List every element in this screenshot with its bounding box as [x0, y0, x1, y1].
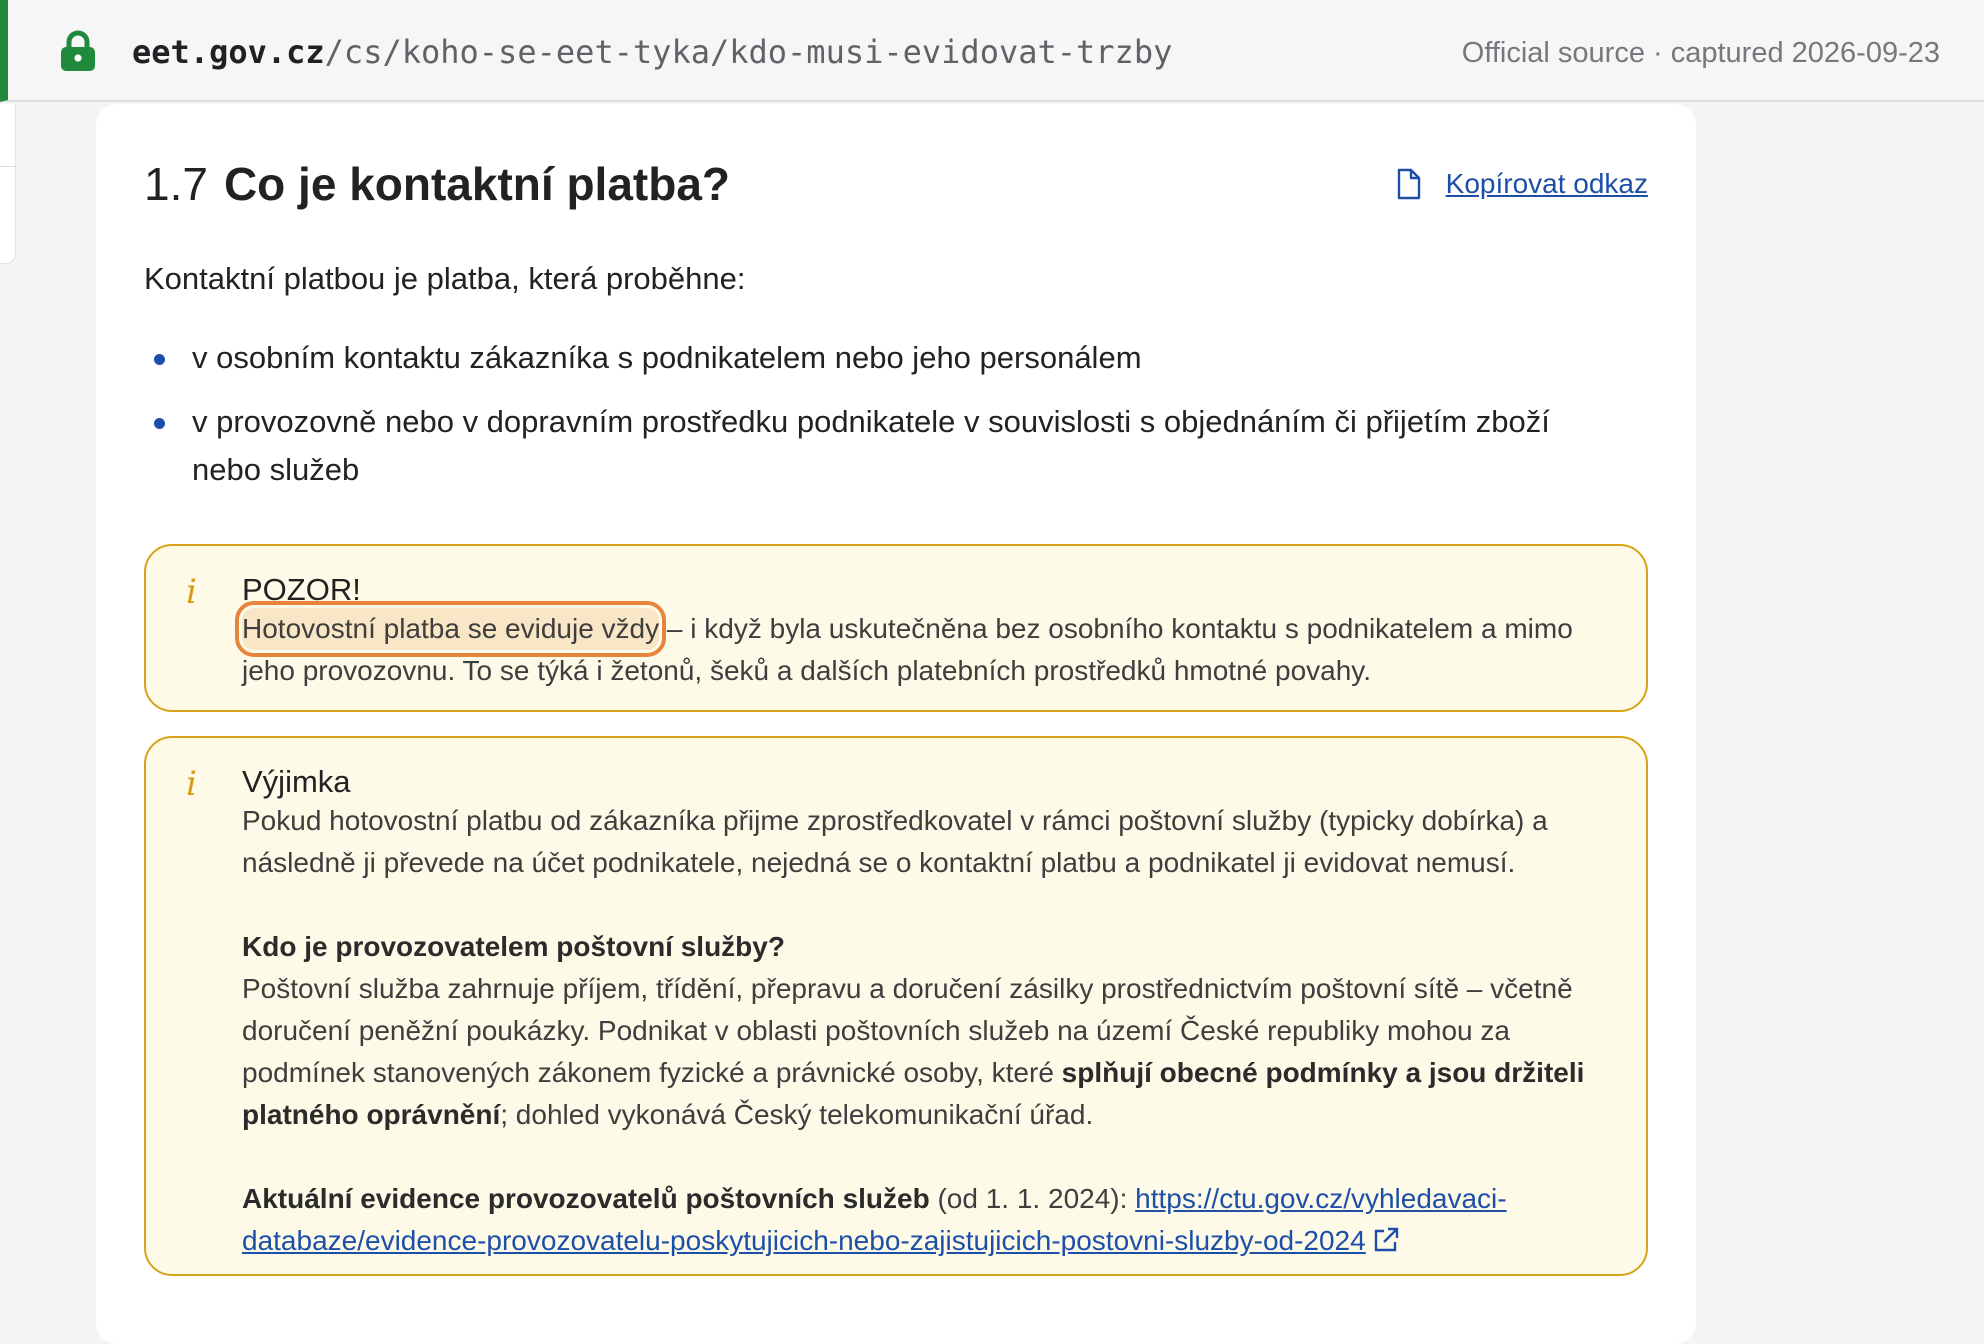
bullet-list — [144, 334, 1624, 510]
highlighted-text: Hotovostní platba se eviduje vždy — [242, 608, 659, 650]
list-item — [144, 398, 1624, 494]
notice-body — [242, 608, 1612, 692]
url-path: /cs/koho-se-eet-tyka/kdo-musi-evidovat-trzby — [324, 33, 1173, 71]
url-domain: eet.gov.cz — [132, 33, 325, 71]
postal-text-bold: splňují obecné podmínky a jsou držiteli platného oprávnění — [242, 1057, 1585, 1130]
list-item-text: v osobním kontaktu zákazníka s podnikatelem nebo jeho personálem — [192, 340, 1142, 375]
notice-title: POZOR! — [242, 572, 361, 607]
postal-question-heading: Kdo je provozovatelem poštovní služby? — [242, 931, 785, 962]
info-icon: i — [186, 572, 197, 612]
registry-link[interactable]: https://ctu.gov.cz/vyhledavaci-databaze/evidence-provozovatelu-poskytujicich-nebo-zajistujicich-postovni-sluzby-od-2024 — [242, 1183, 1507, 1256]
registry-date: (od 1. 1. 2024): — [929, 1183, 1136, 1214]
sidebar-fragment — [0, 104, 16, 264]
copy-link-label: Kopírovat odkaz — [1445, 168, 1648, 199]
registry-paragraph — [242, 1178, 1612, 1262]
section-number: 1.7 — [144, 158, 208, 210]
intro-text: Kontaktní platbou je platba, která proběhne: — [144, 261, 746, 296]
content-card — [96, 104, 1696, 1344]
bullet-dot — [154, 354, 165, 365]
notice-body-rest: – i když byla uskutečněna bez osobního kontaktu s podnikatelem a mimo jeho provozovnu. To se týká i žetonů, šeků a dalších platebních prostředků hmotné povahy. — [242, 613, 1573, 686]
url-text[interactable] — [132, 30, 1172, 74]
bullet-dot — [154, 418, 165, 429]
notice-body — [242, 800, 1612, 1262]
exception-paragraph: Pokud hotovostní platbu od zákazníka přijme zprostředkovatel v rámci poštovní služby (typicky dobírka) a následně ji převede na účet podnikatele, nejedná se o kontaktní platbu a podnikatel ji evidovat nemusí. — [242, 805, 1548, 878]
external-link-icon[interactable] — [1372, 1226, 1400, 1254]
section-title: Co je kontaktní platba? — [223, 158, 730, 210]
document-icon — [1396, 168, 1422, 200]
lock-icon — [58, 29, 98, 73]
warning-notice — [144, 544, 1648, 712]
registry-label: Aktuální evidence provozovatelů poštovních služeb — [242, 1183, 930, 1214]
list-item — [144, 334, 1624, 382]
postal-text-a: Poštovní služba zahrnuje příjem, třídění, přepravu a doručení zásilky prostřednictvím poštovní sítě – včetně doručení peněžní poukázky. Podnikat v oblasti poštovních služeb na území České republiky mohou za podmínek stanovených zákonem fyzické a právnické osoby, které — [242, 973, 1573, 1088]
copy-link-button[interactable] — [1396, 164, 1648, 204]
postal-text-b: ; dohled vykonává Český telekomunikační úřad. — [500, 1099, 1094, 1130]
address-bar[interactable] — [0, 0, 1984, 102]
notice-title: Výjimka — [242, 764, 351, 799]
list-item-text: v provozovně nebo v dopravním prostředku podnikatele v souvislosti s objednáním či přijetím zboží nebo služeb — [192, 404, 1550, 487]
postal-service-paragraph — [242, 926, 1612, 1136]
capture-note: Official source · captured 2026-09-23 — [1461, 37, 1940, 69]
exception-notice — [144, 736, 1648, 1276]
section-heading — [144, 154, 730, 214]
info-icon: i — [186, 764, 197, 804]
